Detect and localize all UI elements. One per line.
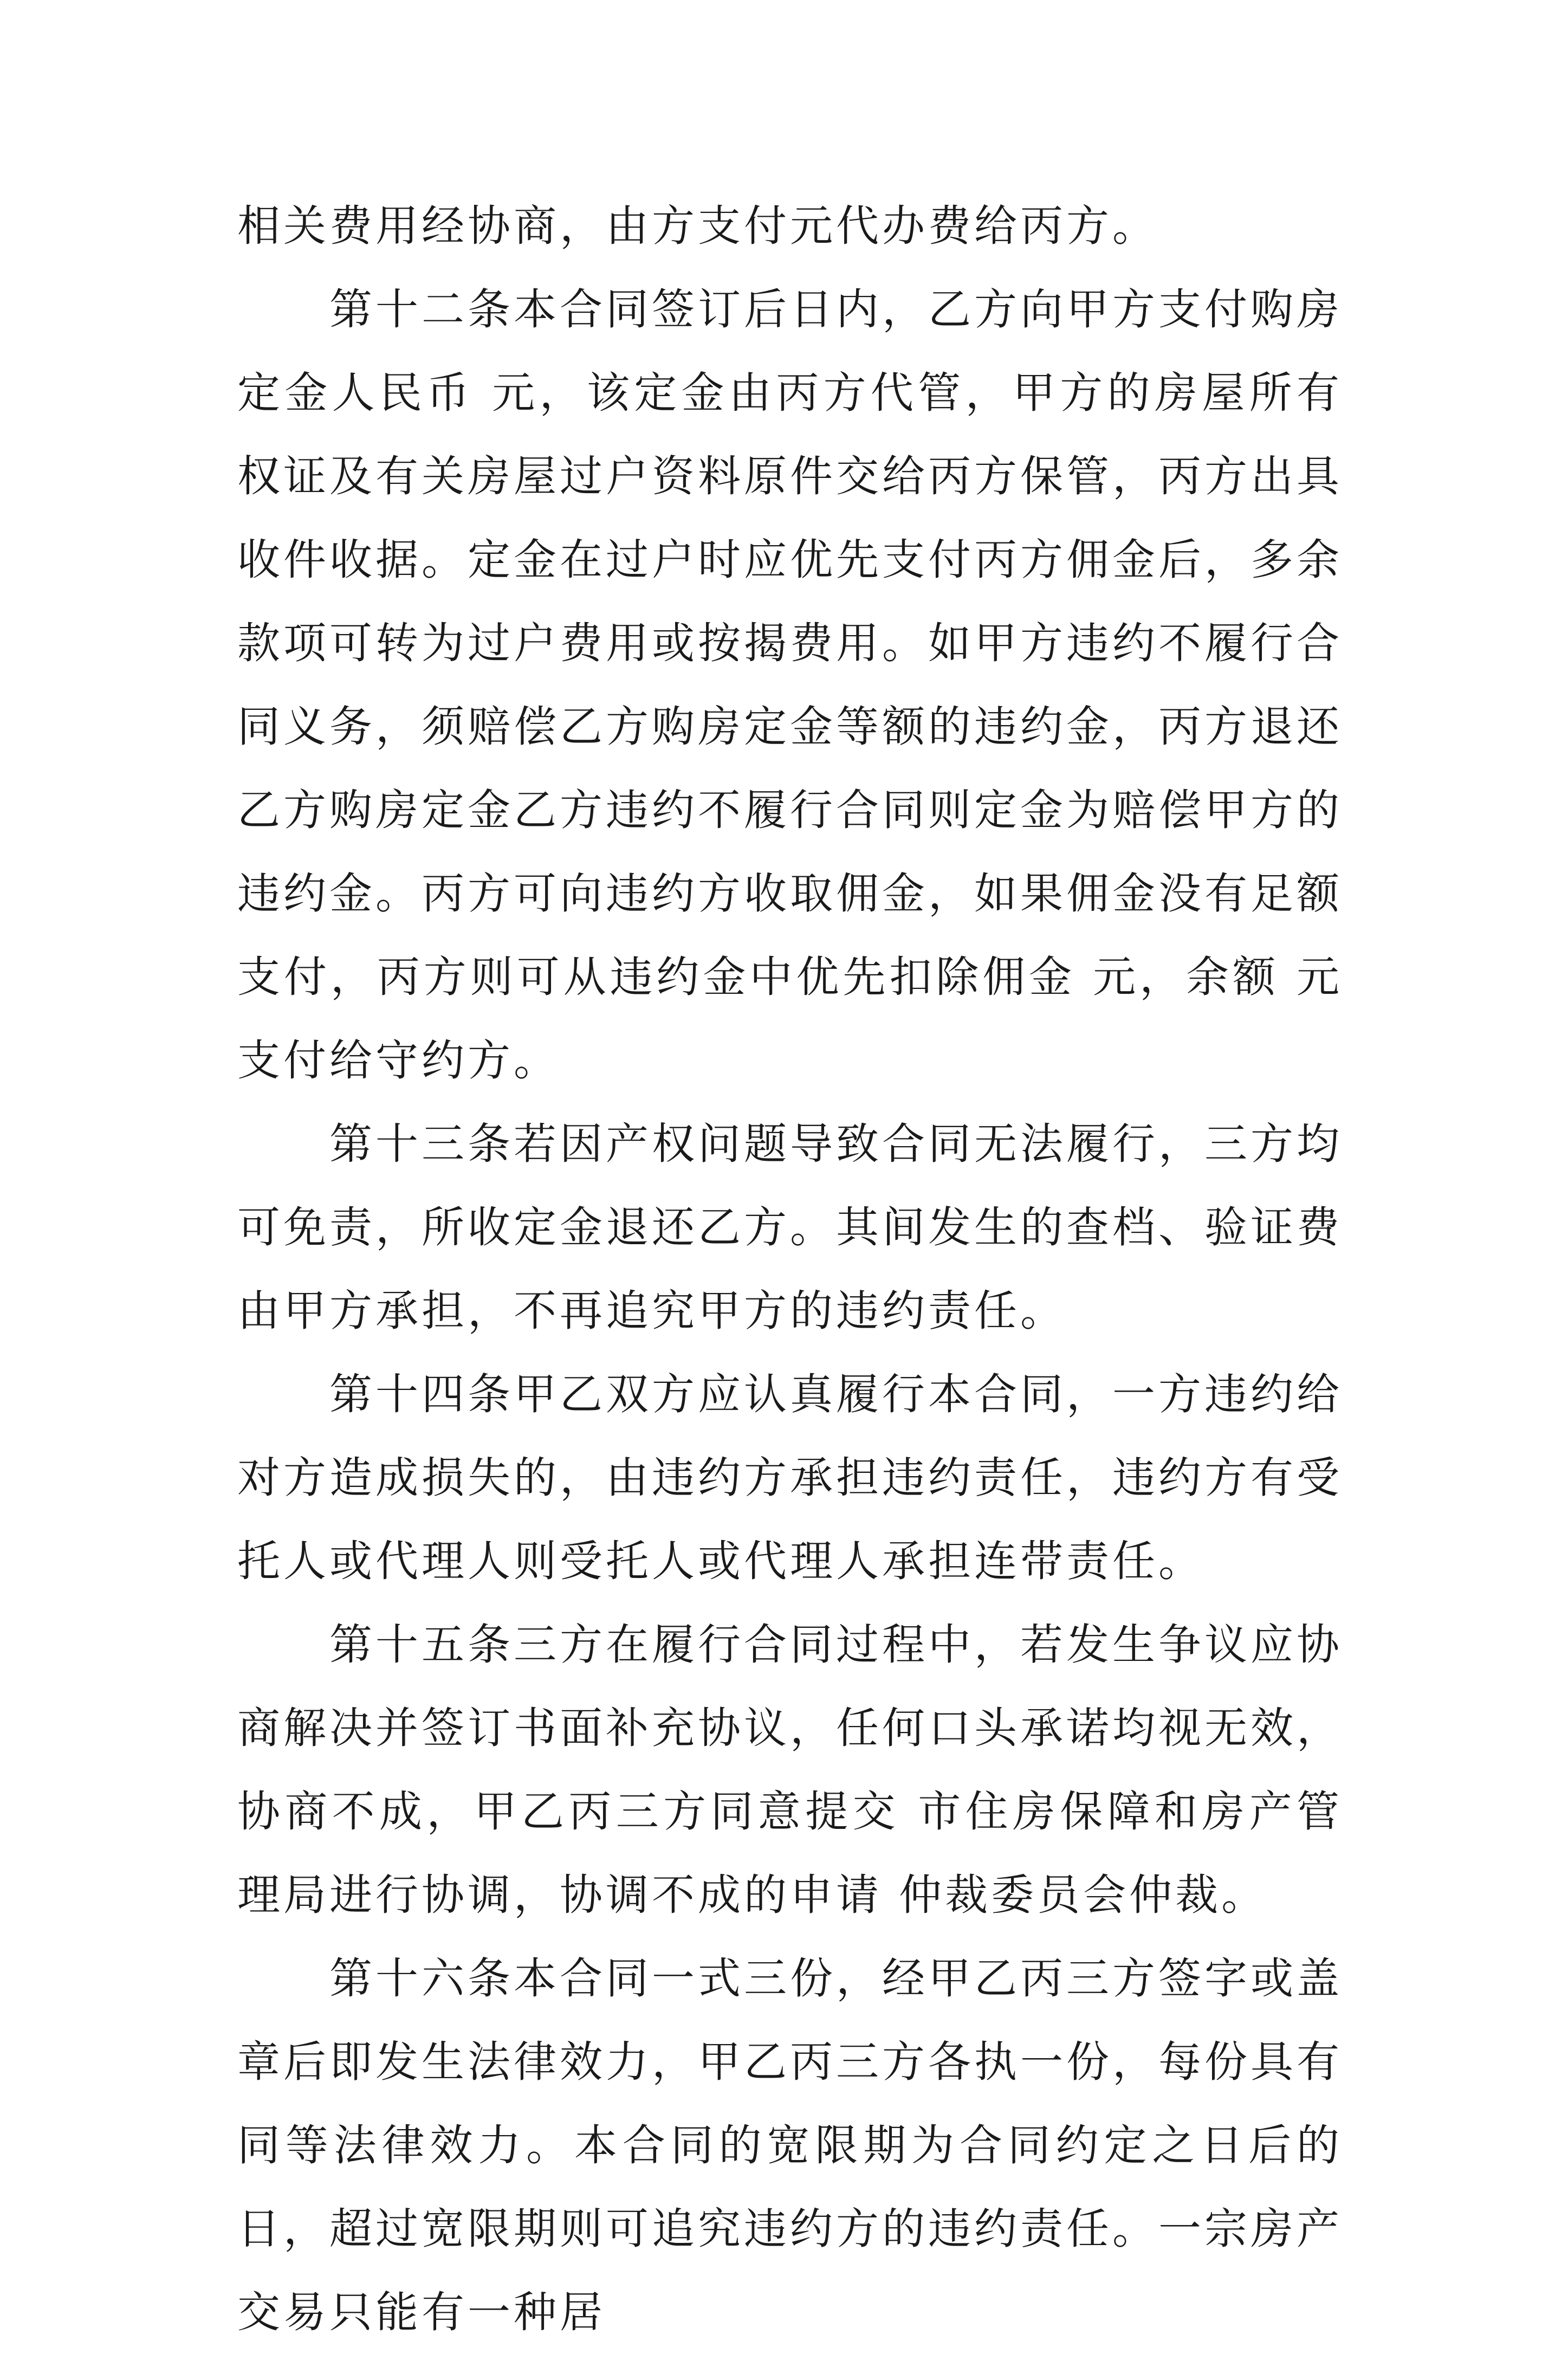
document-body [237,184,1343,2354]
paragraph-article-13: 第十三条若因产权问题导致合同无法履行，三方均可免责，所收定金退还乙方。其间发生的查档、验证费由甲方承担，不再追究甲方的违约责任。 [237,1119,1343,1336]
paragraph-article-15: 第十五条三方在履行合同过程中，若发生争议应协商解决并签订书面补充协议，任何口头承诺均视无效，协商不成，甲乙丙三方同意提交 市住房保障和房产管理局进行协调，协调不成的申请 仲裁委员会仲裁。 [237,1620,1343,1920]
paragraph-fee-continuation: 相关费用经协商，由方支付元代办费给丙方。 [237,201,1158,251]
paragraph-article-12: 第十二条本合同签订后日内，乙方向甲方支付购房定金人民币 元，该定金由丙方代管，甲方的房屋所有权证及有关房屋过户资料原件交给丙方保管，丙方出具收件收据。定金在过户时应优先支付丙方佣金后，多余款项可转为过户费用或按揭费用。如甲方违约不履行合同义务，须赔偿乙方购房定金等额的违约金，丙方退还乙方购房定金乙方违约不履行合同则定金为赔偿甲方的违约金。丙方可向违约方收取佣金，如果佣金没有足额支付，丙方则可从违约金中优先扣除佣金 元，余额 元支付给守约方。 [237,284,1343,1085]
paragraph-article-16: 第十六条本合同一式三份，经甲乙丙三方签字或盖章后即发生法律效力，甲乙丙三方各执一份，每份具有同等法律效力。本合同的宽限期为合同约定之日后的 日，超过宽限期则可追究违约方的违约责任。一宗房产交易只能有一种居 [237,1954,1343,2337]
paragraph-article-14: 第十四条甲乙双方应认真履行本合同，一方违约给对方造成损失的，由违约方承担违约责任，违约方有受托人或代理人则受托人或代理人承担连带责任。 [237,1369,1343,1586]
